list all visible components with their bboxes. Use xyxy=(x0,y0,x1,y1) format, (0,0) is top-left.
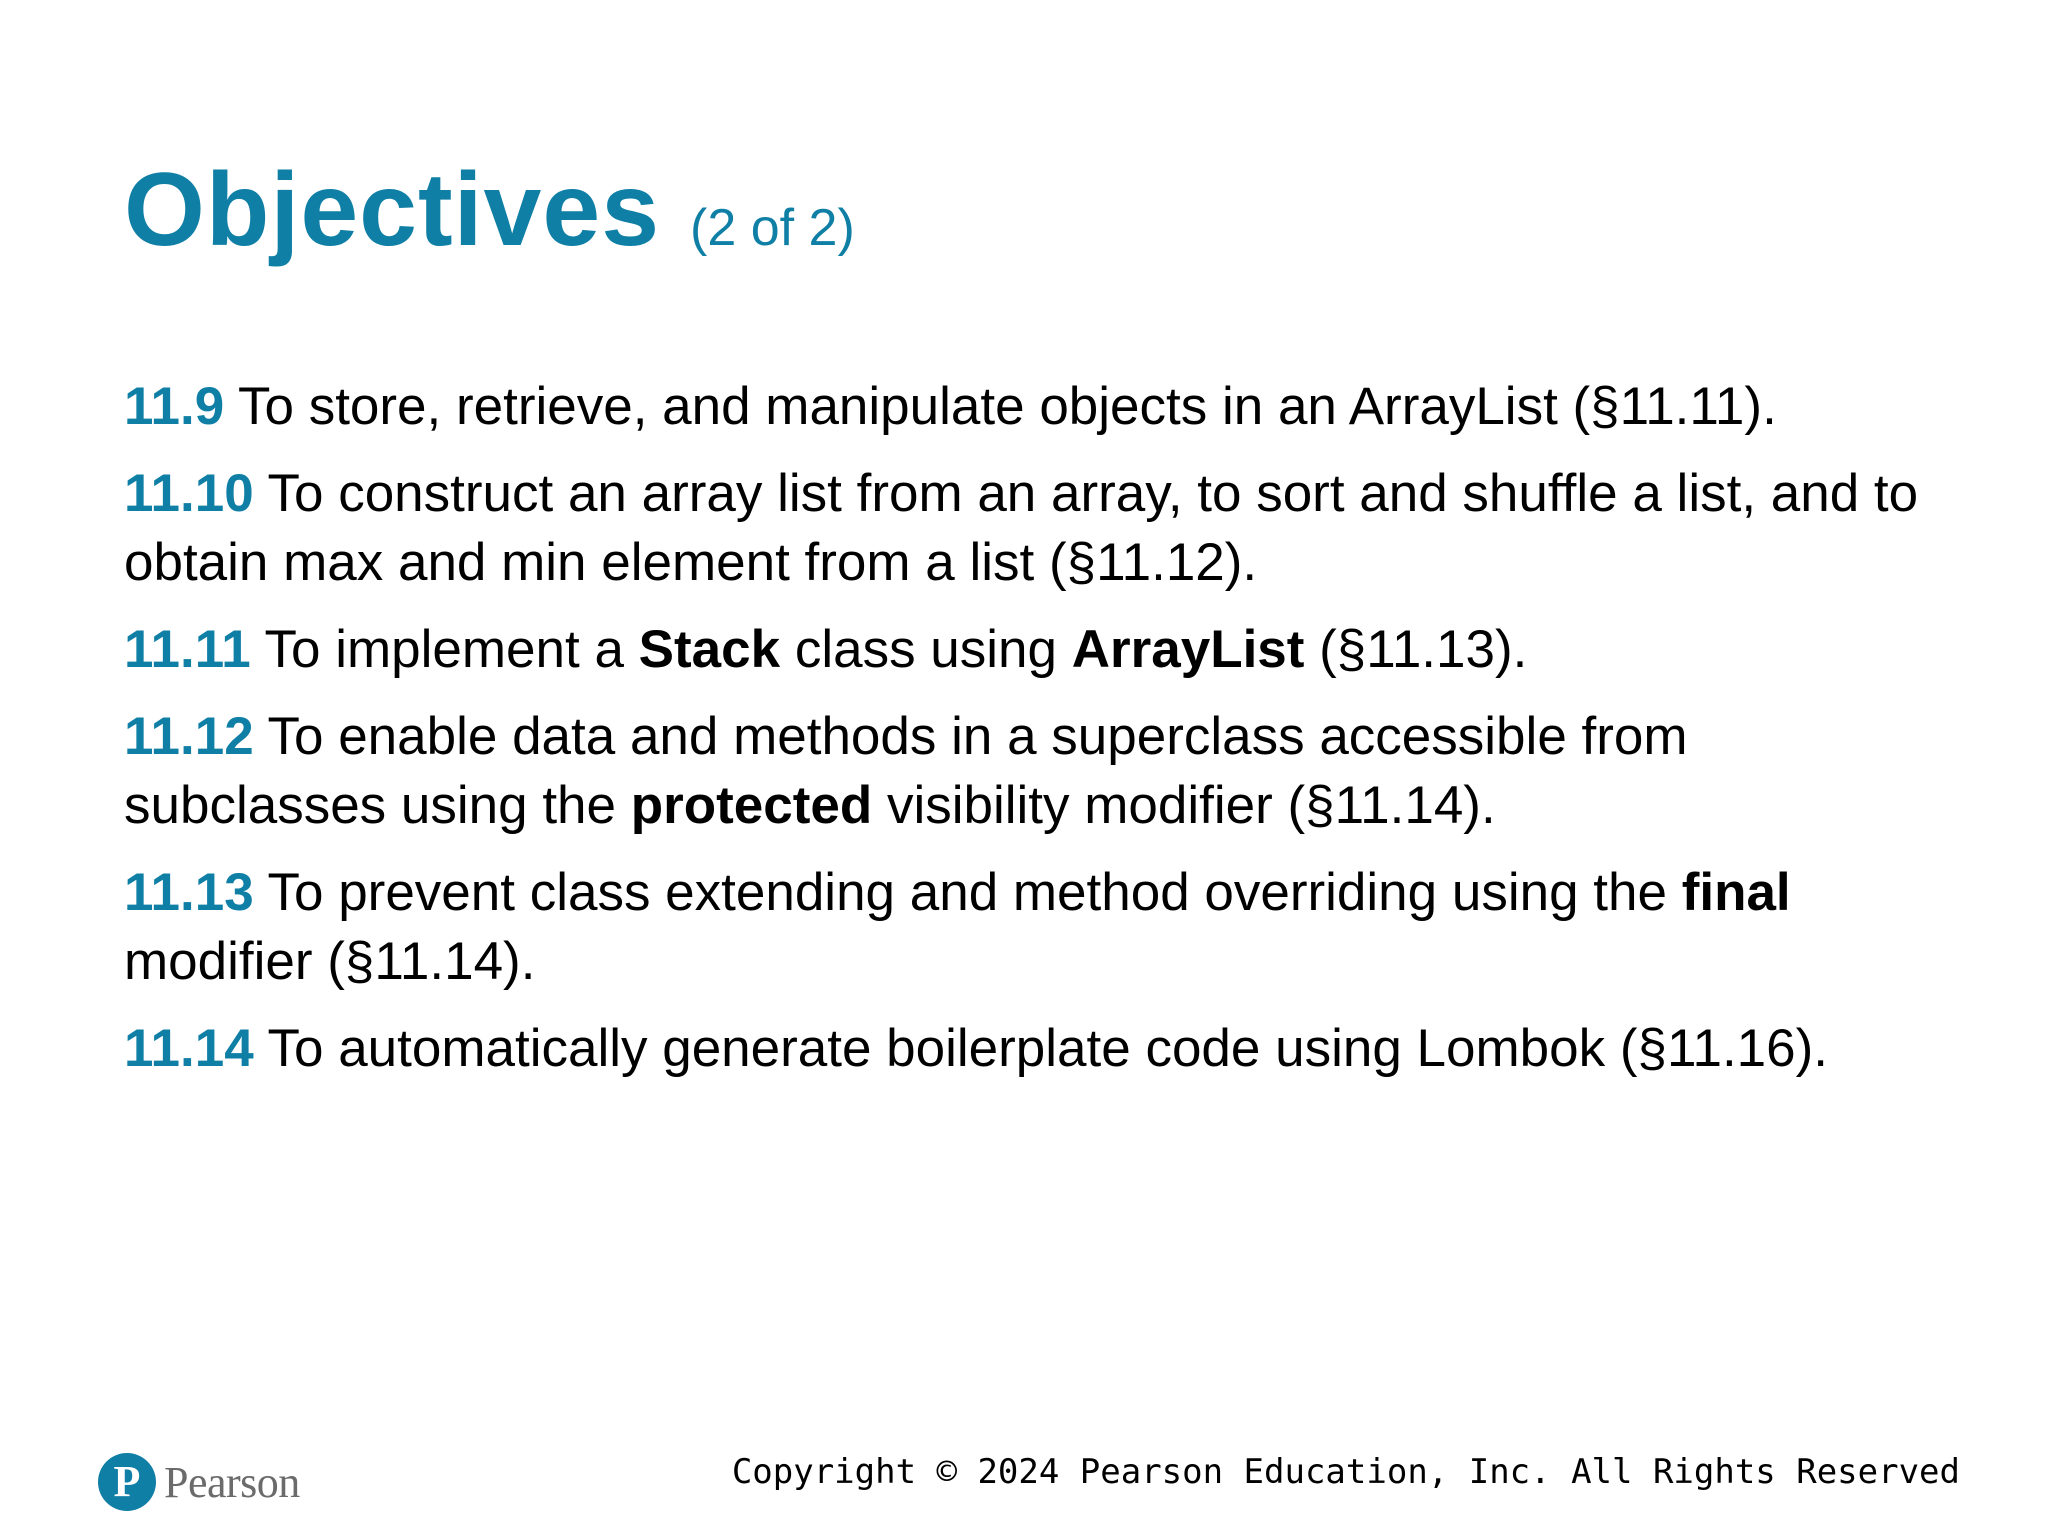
objectives-list xyxy=(124,372,1954,1101)
objective-11-9 xyxy=(124,372,1954,441)
title-sub: (2 of 2) xyxy=(690,199,855,257)
objective-keyword: ArrayList xyxy=(1071,620,1305,679)
objective-text: visibility modifier (§11.14). xyxy=(872,776,1496,835)
pearson-p-icon: P xyxy=(98,1453,156,1511)
objective-text: To enable data and methods in a superclass accessible from subclasses using the xyxy=(124,707,1688,835)
page-title xyxy=(124,152,855,268)
objective-number: 11.12 xyxy=(124,707,254,766)
logo-text: Pearson xyxy=(164,1457,300,1507)
objective-text: To automatically generate boilerplate code using Lombok (§11.16). xyxy=(253,1019,1829,1078)
objective-keyword: protected xyxy=(630,776,873,835)
objective-text: modifier (§11.14). xyxy=(124,932,536,991)
objective-text: To store, retrieve, and manipulate objects in an ArrayList (§11.11). xyxy=(224,377,1777,436)
objective-text: class using xyxy=(780,620,1072,679)
pearson-logo xyxy=(98,1448,300,1516)
objective-11-11 xyxy=(124,615,1954,684)
objective-text: (§11.13). xyxy=(1304,620,1528,679)
objective-number: 11.10 xyxy=(124,464,254,523)
objective-number: 11.14 xyxy=(124,1019,254,1078)
objective-number: 11.9 xyxy=(124,377,225,436)
objective-11-12 xyxy=(124,702,1954,840)
objective-keyword: Stack xyxy=(638,620,781,679)
objective-text: To implement a xyxy=(250,620,639,679)
objective-number: 11.11 xyxy=(124,620,251,679)
objective-11-13 xyxy=(124,858,1954,996)
objective-11-10 xyxy=(124,459,1954,597)
objective-text: To prevent class extending and method overriding using the xyxy=(253,863,1682,922)
copyright-notice: Copyright © 2024 Pearson Education, Inc. All Rights Reserved xyxy=(731,1452,1960,1492)
objective-11-14 xyxy=(124,1014,1954,1083)
objective-number: 11.13 xyxy=(124,863,254,922)
objective-text: To construct an array list from an array, to sort and shuffle a list, and to obtain max and min element from a list (§11.12). xyxy=(124,464,1919,592)
title-main: Objectives xyxy=(124,152,661,268)
objective-keyword: final xyxy=(1681,863,1791,922)
